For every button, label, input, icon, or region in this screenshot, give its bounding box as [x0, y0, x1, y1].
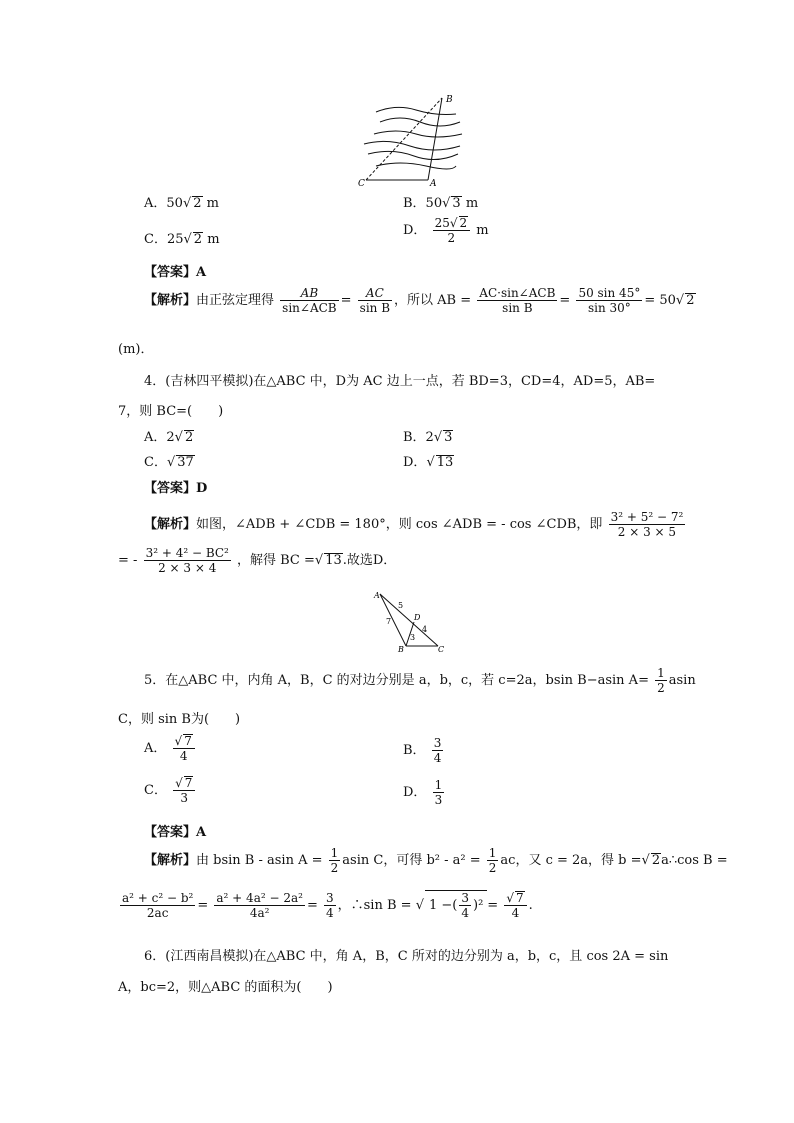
- q4-explanation-line2: = - $\frac{\text{3² + 4² − BC²}}{2 \times 3 \times 4}$ ，解得 BC =√ 13.故选D．: [118, 546, 397, 575]
- q5-stem-line2: C，则 sin B为( ): [118, 712, 241, 727]
- q4-option-d: D．√ 13: [403, 455, 454, 470]
- q3-answer: 【答案】A: [144, 265, 207, 280]
- q4-option-c: C．√ 37: [144, 455, 194, 470]
- q4-explanation-line1: 【解析】如图，∠ADB + ∠CDB = 180°，则 cos ∠ADB = - cos ∠CDB，即 $\frac{\text{3² + 5² − 7²}}{2 \times 3 \times 5}$: [144, 510, 684, 539]
- q4-answer: 【答案】D: [144, 481, 208, 496]
- t2-label-a: A: [374, 591, 380, 600]
- q3-option-d: D． $\frac{25√ 2}{2}$ m: [403, 216, 489, 245]
- q3-explanation: 【解析】由正弦定理得 $\frac{AB}{\text{sin∠ACB}}$ = $\frac{AC}{\text{sin B}}$ ，所以 AB = $\frac{\text{AC·sin∠ACB}}{\text{sin B}}$ = $\frac{50 \sin 45^\circ}{\sin 30^\circ}$ = 50√ 2: [144, 286, 695, 315]
- q6-stem-line1: 6．(江西南昌模拟)在△ABC 中，角 A，B，C 所对的边分别为 a，b，c，且 cos 2A = sin: [144, 949, 669, 964]
- q3-explanation-tail: (m)．: [118, 342, 154, 357]
- q5-option-c: C． $\frac{√ 7}{3}$: [144, 776, 197, 805]
- label-b: B: [446, 95, 453, 105]
- q5-explanation-line1: 【解析】由 bsin B - asin A = $\frac{1}{2}$ asin C，可得 b² - a² = $\frac{1}{2}$ ac，又 c = 2a，得 b =√ 2a∴cos B =: [144, 846, 728, 875]
- t2-len-7: 7: [386, 617, 392, 626]
- q6-stem-line2: A，bc=2，则△ABC 的面积为( ): [118, 980, 333, 995]
- q4-option-a: A．2√ 2: [144, 430, 194, 445]
- t2-label-b: B: [398, 645, 404, 654]
- triangle-diagram: [372, 590, 452, 654]
- q5-option-a: A． $\frac{√ 7}{4}$: [144, 734, 197, 763]
- t2-len-4: 4: [422, 625, 428, 634]
- label-a: A: [430, 179, 437, 188]
- label-c: C: [358, 179, 365, 188]
- t2-len-5: 5: [398, 601, 404, 610]
- q5-explanation-line2: $\frac{\text{a² + c² − b²}}{2ac}$ = $\frac{\text{a² + 4a² − 2a²}}{\text{4a²}}$ = $\frac{3}{4}$ ，∴sin B = √ 1 −( $\frac{3}{4}$ )² = $\frac{√ 7}{4}$ .: [122, 891, 533, 920]
- q4-option-b: B．2√ 3: [403, 430, 453, 445]
- t2-label-d: D: [414, 613, 421, 622]
- q5-answer: 【答案】A: [144, 825, 207, 840]
- q3-option-b: B．50√ 3 m: [403, 196, 479, 211]
- q5-option-b: B． $\frac{3}{4}$: [403, 736, 442, 765]
- q5-stem-line1: 5．在△ABC 中，内角 A，B，C 的对边分别是 a，b，c，若 c=2a，bsin B−asin A= $\frac{1}{2}$ asin: [144, 666, 696, 695]
- q5-option-d: D． $\frac{1}{3}$: [403, 778, 443, 807]
- river-diagram: [356, 92, 486, 188]
- q4-stem-line2: 7，则 BC=( ): [118, 404, 224, 419]
- q4-stem-line1: 4．(吉林四平模拟)在△ABC 中，D为 AC 边上一点，若 BD=3，CD=4，AD=5，AB=: [144, 374, 656, 389]
- t2-label-c: C: [438, 645, 445, 654]
- q3-option-a: A．50√ 2 m: [144, 196, 219, 211]
- t2-len-3: 3: [410, 633, 416, 642]
- q3-option-c: C．25√ 2 m: [144, 232, 220, 247]
